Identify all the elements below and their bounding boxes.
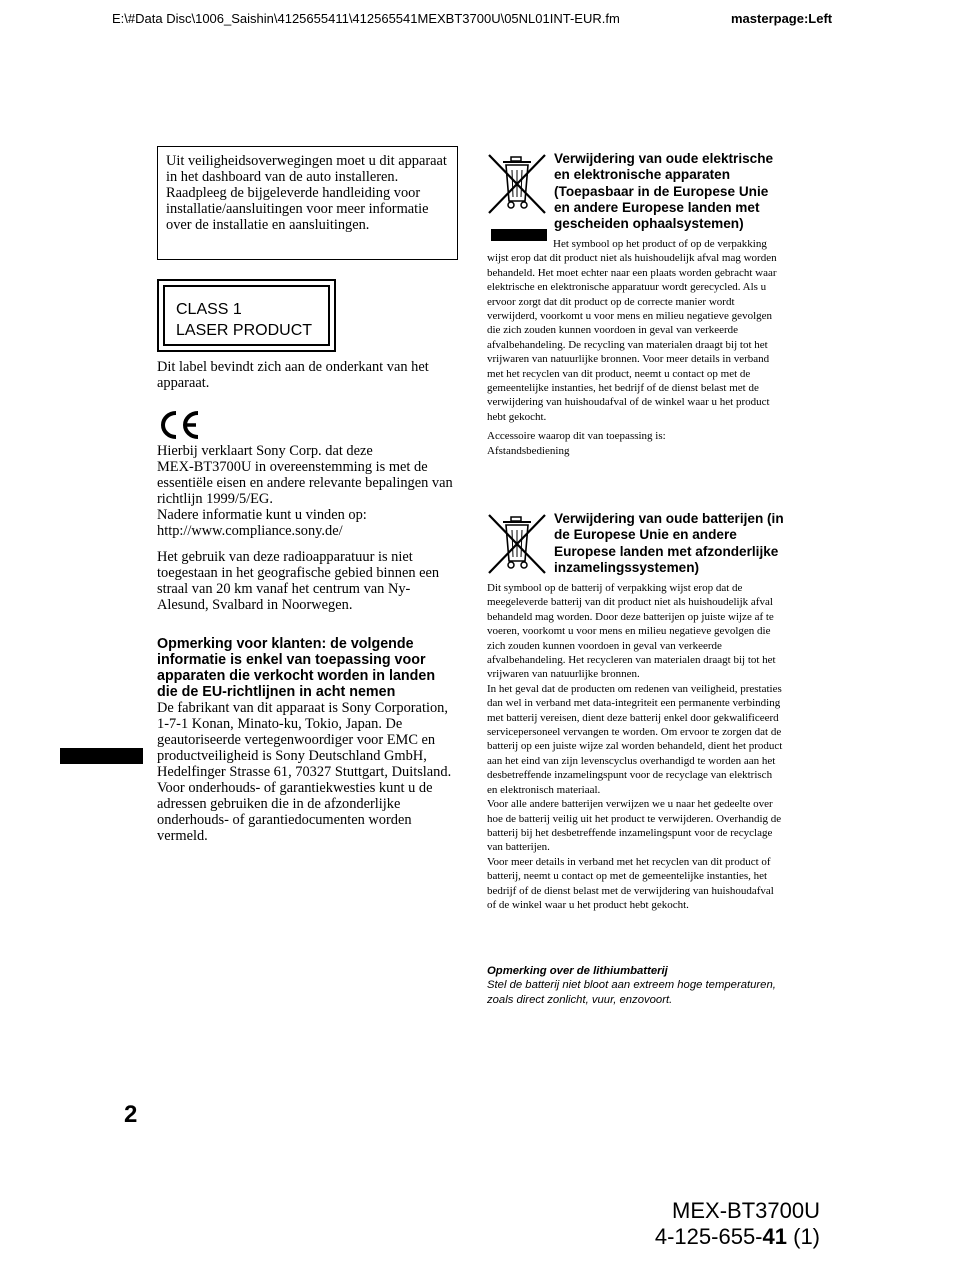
- battery-paragraph: Voor alle andere batterijen verwijzen we u naar het gedeelte over hoe de batterij veilig uit het product te verwijderen. Overhandig de batterij bij het desbetreffende inzamelingspunt voor de recyclage van batterijen.: [487, 798, 782, 854]
- radio-usage-text: Het gebruik van deze radioapparatuur is niet toegestaan in het geografische gebied binnen een straal van 20 km vanaf het centrum van Ny-Alesund, Svalbard in Noorwegen.: [157, 549, 440, 613]
- model-number: MEX-BT3700U: [672, 1198, 820, 1223]
- laser-label: [157, 279, 336, 352]
- part-number: [655, 1225, 820, 1249]
- declaration-line: Hierbij verklaart Sony Corp. dat deze: [157, 443, 373, 459]
- battery-paragraph: Dit symbool op de batterij of verpakking wijst erop dat de meegeleverde batterij van dit product niet als huishoudelijk afval behandeld mag worden. Door deze batterijen op juiste wijze af te voeren, voorkomt u voor mens en milieu negatieve gevolgen die zich zouden kunnen voordoen in geval van verkeerde afvalbehandeling. Het recycleren van materialen draagt bij tot het vrijwaren van natuurlijke bronnen.: [487, 582, 776, 681]
- battery-bin-icon: [487, 513, 547, 575]
- electrical-disposal-body: [487, 237, 785, 458]
- accessory-name: Afstandsbediening: [487, 444, 570, 457]
- battery-disposal-body: [487, 581, 785, 912]
- part-number-bold: 41: [762, 1224, 787, 1249]
- customer-note-body: De fabrikant van dit apparaat is Sony Corporation, 1-7-1 Konan, Minato-ku, Tokio, Japan. De geautoriseerde vertegenwoordiger voor EMC en productveiligheid is Sony Deutschland GmbH, Hedelfinger Strasse 61, 70327 Stuttgart, Duitsland. Voor onderhouds- of garantiekwesties kunt u de adressen gebruiken die in de afzonderlijke onderhouds- of garantiedocumenten worden vermeld.: [157, 700, 452, 844]
- electrical-disposal-text: Het symbool op het product of op de verpakking wijst erop dat dit product niet als huishoudelijk afval mag worden behandeld. Het moet echter naar een plaats worden gebracht waar elektrische en elektronische apparatuur wordt gerecycled. Als u ervoor zorgt dat dit product op de correcte manier wordt verwijderd, voorkomt u voor mens en milieu negatieve gevolgen die zich zouden kunnen voordoen in geval van verkeerde afvalbehandeling. De recycling van materialen draagt bij tot het vrijwaren van natuurlijke bronnen. Voor meer details in verband met het recyclen van dit product, neemt u contact op met de gemeentelijke instanties, het bedrijf of de dienst belast met de verwijdering van huishoudafval of de winkel waar u het product hebt gekocht.: [487, 238, 777, 423]
- language-tab-marker: [60, 748, 143, 764]
- lithium-note-body: Stel de batterij niet bloot aan extreem hoge temperaturen, zoals direct zonlicht, vuur, enzovoort.: [487, 979, 776, 1006]
- file-path-header: E:\#Data Disc\1006_Saishin\4125655411\412565541MEXBT3700U\05NL01INT-EUR.fm: [112, 11, 620, 26]
- lithium-note-heading: Opmerking over de lithiumbatterij: [487, 965, 668, 977]
- declaration-line: Nadere informatie kunt u vinden op:: [157, 507, 367, 523]
- laser-label-inner: [163, 285, 330, 346]
- accessory-line: Accessoire waarop dit van toepassing is:: [487, 430, 666, 443]
- safety-notice-text: Uit veiligheidsoverwegingen moet u dit apparaat in het dashboard van de auto installeren. Raadpleeg de bijgeleverde handleiding voor installatie/aansluitingen voor meer informatie over de installatie en aansluitingen.: [166, 153, 447, 233]
- part-number-suffix: (1): [787, 1224, 820, 1249]
- laser-product-text: LASER PRODUCT: [176, 322, 313, 339]
- battery-disposal-heading: Verwijdering van oude batterijen (in de Europese Unie en andere Europese landen met afzonderlijke inzamelingssystemen): [554, 511, 784, 575]
- lithium-note: [487, 964, 787, 1007]
- customer-note: [157, 636, 457, 844]
- battery-paragraph: In het geval dat de producten om redenen van veiligheid, prestaties dan wel in verband met data-integriteit een permanente verbinding met batterij vereisen, dient deze batterij enkel door gekwalificeerd servicepersoneel vervangen te worden. Om ervoor te zorgen dat de batterij op een juiste wijze zal worden behandeld, dient het product aan het eind van zijn levenscyclus overhandigd te worden aan het desbetreffende inzamelingspunt voor de recyclage van elektrisch en elektronisch materiaal.: [487, 682, 783, 796]
- electrical-disposal-heading: Verwijdering van oude elektrische en elektronische apparaten (Toepasbaar in de Europese Unie en andere Europese landen met gescheiden ophaalsystemen): [554, 151, 774, 232]
- battery-paragraph: Voor meer details in verband met het recyclen van dit product of batterij, neemt u contact op met de gemeentelijke instanties, het bedrijf of de dienst belast met de verwijdering van huishoudafval of de winkel waar u het product hebt gekocht.: [487, 855, 774, 911]
- declaration-line: MEX-BT3700U in overeenstemming is met de essentiële eisen en andere relevante bepalingen van richtlijn 1999/5/EG.: [157, 459, 453, 507]
- laser-class-text: CLASS 1: [176, 301, 242, 318]
- part-number-prefix: 4-125-655-: [654, 1224, 763, 1249]
- compliance-url: http://www.compliance.sony.de/: [157, 523, 343, 539]
- label-location-text: Dit label bevindt zich aan de onderkant van het apparaat.: [157, 359, 429, 391]
- declaration-block: [157, 443, 457, 539]
- ce-mark-icon: [157, 409, 201, 441]
- masterpage-label: masterpage:Left: [731, 11, 833, 26]
- page-number: 2: [124, 1101, 138, 1128]
- safety-notice-box: [157, 146, 458, 260]
- weee-bin-icon: [487, 153, 547, 215]
- customer-note-heading: Opmerking voor klanten: de volgende informatie is enkel van toepassing voor apparaten die verkocht worden in landen die de EU-richtlijnen in acht nemen: [157, 636, 436, 700]
